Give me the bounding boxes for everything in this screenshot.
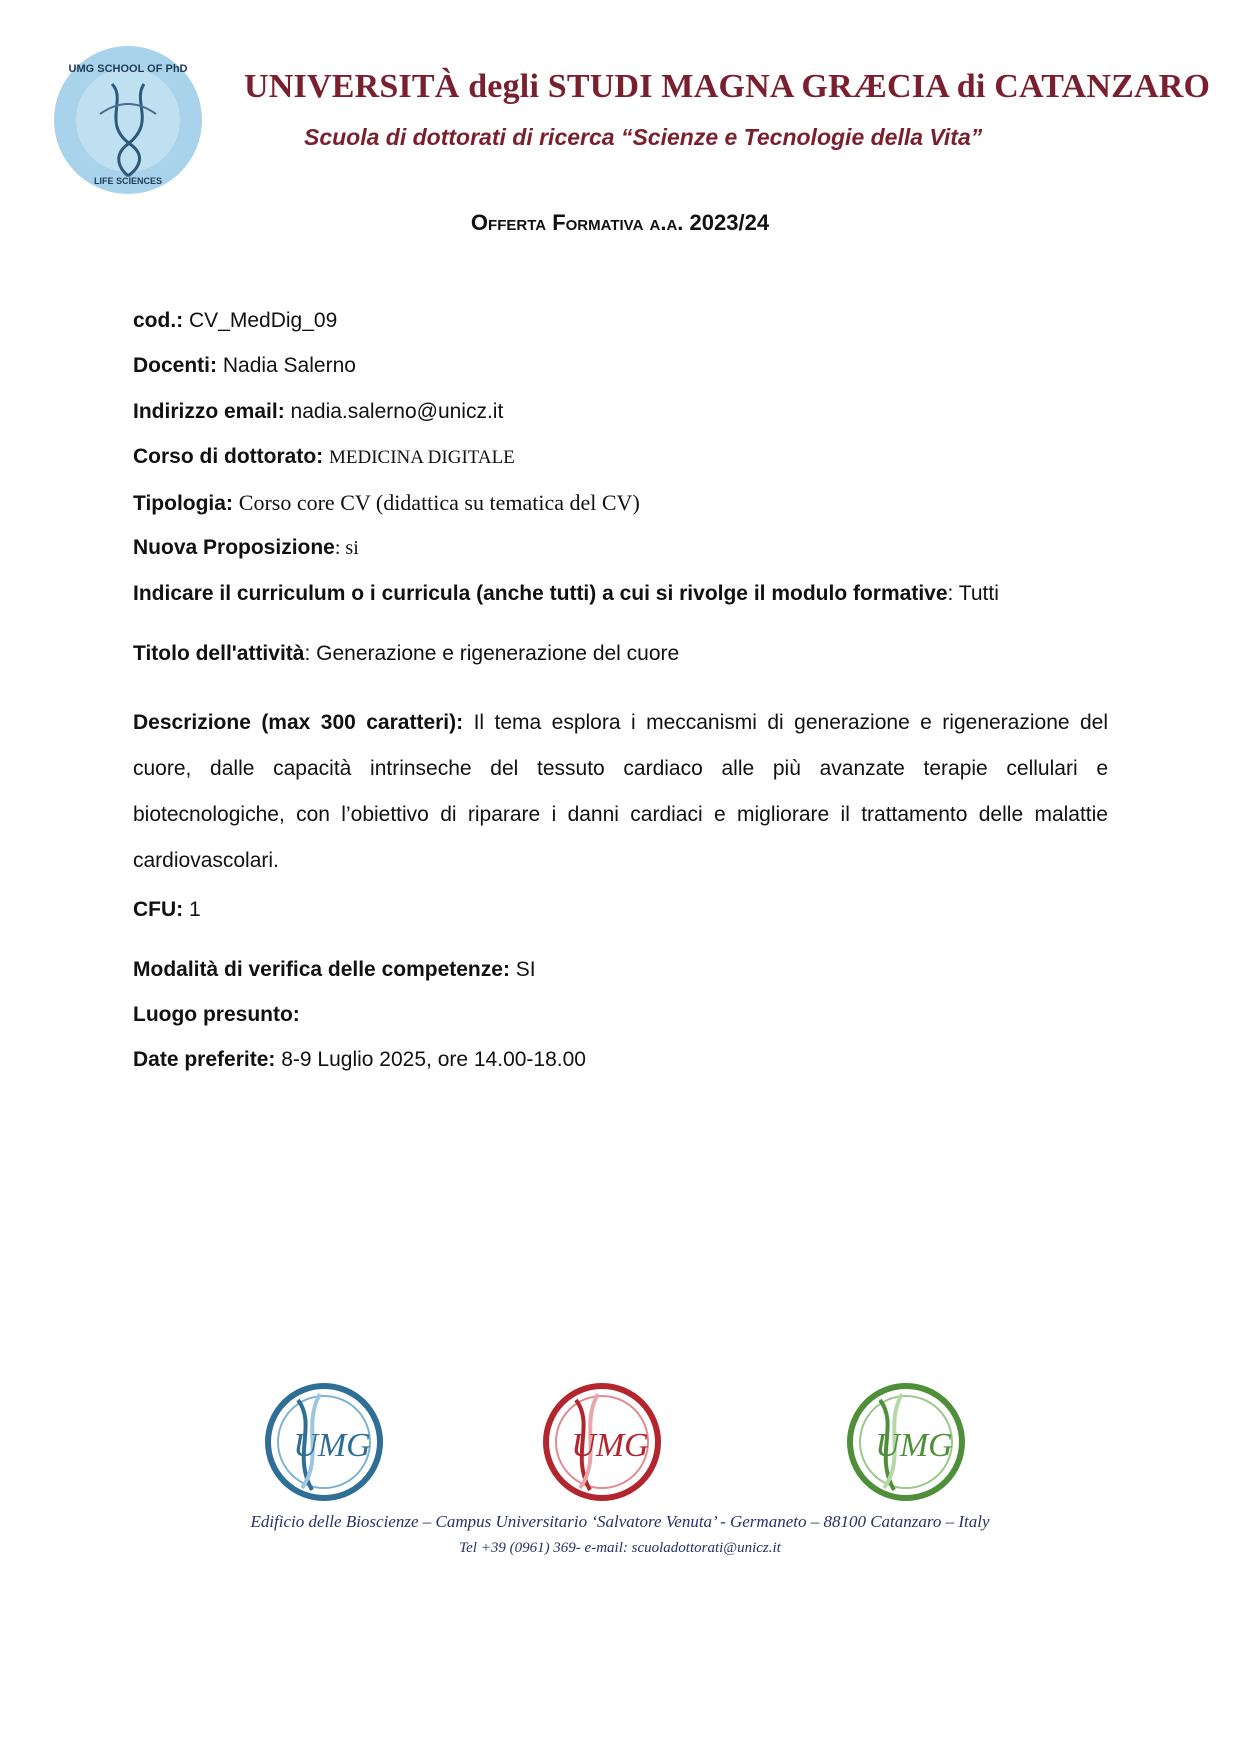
- footer-address: Edificio delle Bioscienze – Campus Universitario ‘Salvatore Venuta’ - Germaneto – 88100 Catanzaro – Italy: [250, 1512, 990, 1531]
- field-titolo-value: : Generazione e rigenerazione del cuore: [304, 642, 680, 665]
- footer-logo-green-text: UMG: [875, 1427, 953, 1464]
- footer-logo-red-text: UMG: [571, 1427, 649, 1464]
- school-name: Scuola di dottorati di ricerca “Scienze e Tecnologie della Vita”: [304, 124, 983, 150]
- footer-logo-red-icon: [540, 1380, 664, 1504]
- field-nuova-value: : si: [334, 537, 359, 559]
- field-descrizione-label: Descrizione (max 300 caratteri):: [133, 711, 464, 734]
- field-cod-label: cod.:: [133, 309, 184, 332]
- field-titolo-label: Titolo dell'attività: [133, 642, 305, 665]
- svg-text:UMG SCHOOL OF PhD: UMG SCHOOL OF PhD: [68, 63, 188, 75]
- field-cfu-value: 1: [189, 898, 201, 921]
- field-email-value: nadia.salerno@unicz.it: [290, 400, 504, 423]
- field-curricula-value: : Tutti: [947, 582, 999, 605]
- field-nuova-label: Nuova Proposizione: [133, 536, 335, 559]
- field-docenti-label: Docenti:: [133, 354, 217, 377]
- offer-title-year: 2023/24: [689, 210, 770, 235]
- field-email-label: Indirizzo email:: [133, 400, 285, 423]
- field-titolo: [133, 640, 1108, 668]
- field-email: [133, 398, 1108, 426]
- field-tipologia: [133, 489, 1108, 518]
- field-corso: [133, 443, 1108, 472]
- field-nuova-proposizione: [133, 534, 1108, 562]
- field-modalita-value: SI: [515, 958, 536, 981]
- field-cod-value: CV_MedDig_09: [189, 309, 338, 332]
- field-luogo-label: Luogo presunto:: [133, 1003, 300, 1026]
- svg-text:LIFE SCIENCES: LIFE SCIENCES: [93, 176, 163, 186]
- footer-logo-blue-icon: [262, 1380, 386, 1504]
- field-corso-label: Corso di dottorato:: [133, 445, 324, 468]
- offer-title: [0, 210, 1240, 236]
- field-descrizione-value: Il tema esplora i meccanismi di generazione e rigenerazione del cuore, dalle capacità intrinseche del tessuto cardiaco alle più avanzate terapie cellulari e biotecnologiche, con l’obiettivo di riparare i danni cardiaci e migliorare il trattamento delle malattie cardiovascolari.: [133, 711, 1109, 872]
- field-docenti: [133, 352, 1108, 380]
- field-tipologia-label: Tipologia:: [133, 492, 233, 515]
- field-tipologia-value: Corso core CV (didattica su tematica del CV): [238, 490, 640, 515]
- field-modalita: [133, 956, 1108, 984]
- field-luogo: [133, 1001, 1108, 1029]
- field-cod: [133, 307, 1108, 335]
- footer-logo-blue-text: UMG: [293, 1427, 371, 1464]
- footer-contact: Tel +39 (0961) 369- e-mail: scuoladottorati@unicz.it: [459, 1540, 781, 1556]
- field-curricula-label: Indicare il curriculum o i curricula (anche tutti) a cui si rivolge il modulo formative: [133, 582, 948, 605]
- field-curricula: [133, 580, 1108, 608]
- school-logo-icon: [52, 44, 204, 196]
- field-descrizione: [133, 700, 1108, 884]
- field-cfu-label: CFU:: [133, 898, 184, 921]
- field-date: [133, 1046, 1108, 1074]
- field-modalita-label: Modalità di verifica delle competenze:: [133, 958, 510, 981]
- field-corso-value: MEDICINA DIGITALE: [328, 447, 515, 468]
- field-docenti-value: Nadia Salerno: [222, 354, 356, 377]
- field-cfu: [133, 896, 1108, 924]
- footer-logo-green-icon: [844, 1380, 968, 1504]
- offer-title-prefix: Offerta Formativa a.a.: [470, 210, 684, 235]
- field-date-value: 8-9 Luglio 2025, ore 14.00-18.00: [281, 1048, 586, 1071]
- field-date-label: Date preferite:: [133, 1048, 276, 1071]
- university-name: UNIVERSITÀ degli STUDI MAGNA GRÆCIA di CATANZARO: [244, 68, 1211, 105]
